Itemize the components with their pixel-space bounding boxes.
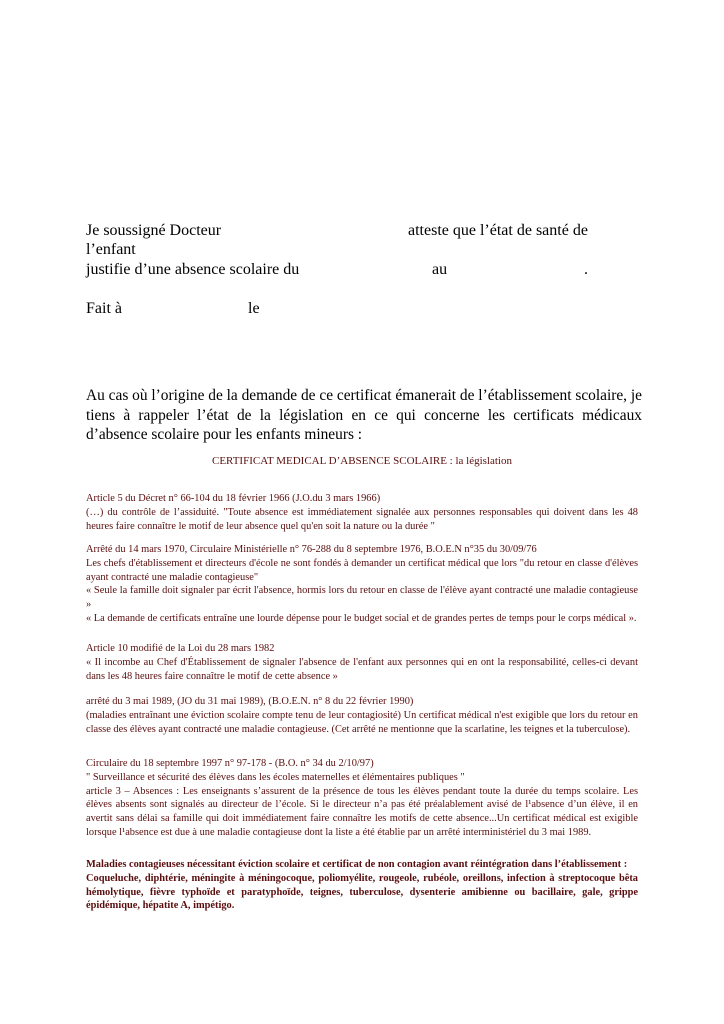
- diseases-heading: Maladies contagieuses nécessitant éviction scolaire et certificat de non contagion avant réintégration dans l’établissement :: [86, 859, 628, 870]
- article-text: « Il incombe au Chef d'Établissement de signaler l'absence de l'enfant aux personnes qui en ont la responsabilité, celles-ci devant dans les 48 heures faire connaître le motif de cette absence »: [86, 656, 638, 682]
- article-block: [86, 695, 638, 736]
- form-place-label: Fait à: [86, 300, 122, 317]
- form-absence-to-label: au: [432, 261, 448, 278]
- form-attest-label: atteste que l’état de santé de: [408, 222, 588, 239]
- article-text: « Seule la famille doit signaler par écrit l'absence, hormis lors du retour en classe de l'élève ayant contracté une maladie contagieuse »: [86, 585, 638, 611]
- article-text: « La demande de certificats entraîne une lourde dépense pour le budget social et de grandes pertes de temps pour le corps médical ».: [86, 612, 637, 624]
- section-title: CERTIFICAT MEDICAL D’ABSENCE SCOLAIRE : la législation: [211, 455, 512, 467]
- diseases-list: Coqueluche, diphtérie, méningite à méningocoque, poliomyélite, rougeole, rubéole, oreillons, infection à streptocoque bêta hémolytique, fièvre typhoïde et paratyphoïde, teignes, tuberculose, dysenterie amibienne ou bacillaire, gale, grippe épidémique, hépatite A, impétigo.: [86, 872, 638, 912]
- form-end-period: .: [584, 261, 588, 278]
- article-text: article 3 – Absences : Les enseignants s’assurent de la présence de tous les élèves pendant toute la durée du temps scolaire. Les élèves absents sont signalés au directeur de l’école. Si le directeur n’a pas été préalablement avisé de l¹absence d’un élève, il en avertit sans délai sa famille qui doit immédiatement faire connaître les motifs de cette absence...Un certificat médical est exigible lorsque l¹absence est due à une maladie contagieuse dont la liste a été établie par un arrêté interministériel du 3 mai 1989.: [86, 785, 638, 838]
- article-block: [86, 543, 638, 626]
- diseases-block: [86, 858, 638, 913]
- article-text: (…) du contrôle de l’assiduité. "Toute absence est immédiatement signalée aux personnes responsables qui doivent dans les 48 heures faire connaître le motif de leur absence quel qu'en soit la nature ou la durée ": [86, 506, 638, 532]
- article-heading: Article 10 modifié de la Loi du 28 mars 1982: [86, 643, 275, 654]
- article-text: " Surveillance et sécurité des élèves dans les écoles maternelles et élémentaires publiques ": [86, 771, 465, 783]
- article-text: (maladies entraînant une éviction scolaire compte tenu de leur contagiosité) Un certificat médical n'est exigible que lors du retour en classe des élèves ayant contracté une maladie contagieuse. (Cet arrêté ne mentionne que la scarlatine, les teignes et la tuberculose).: [86, 709, 638, 735]
- article-block: [86, 492, 638, 533]
- article-heading: Arrêté du 14 mars 1970, Circulaire Ministérielle n° 76-288 du 8 septembre 1976, B.O.E.N n°35 du 30/09/76: [86, 544, 537, 555]
- article-block: [86, 642, 638, 683]
- form-child-label: l’enfant: [86, 241, 136, 258]
- intro-paragraph: Au cas où l’origine de la demande de ce certificat émanerait de l’établissement scolaire, je tiens à rappeler l’état de la législation en ce qui concerne les certificats médicaux d’absence scolaire pour les enfants mineurs :: [86, 387, 642, 443]
- article-heading: arrêté du 3 mai 1989, (JO du 31 mai 1989), (B.O.E.N. n° 8 du 22 février 1990): [86, 696, 414, 707]
- form-doctor-label: Je soussigné Docteur: [86, 222, 222, 239]
- form-date-label: le: [248, 300, 260, 317]
- article-block: [86, 757, 638, 840]
- article-heading: Circulaire du 18 septembre 1997 n° 97-178 - (B.O. n° 34 du 2/10/97): [86, 758, 374, 769]
- article-heading: Article 5 du Décret n° 66-104 du 18 février 1966 (J.O.du 3 mars 1966): [86, 493, 381, 504]
- form-absence-from-label: justifie d’une absence scolaire du: [86, 261, 300, 278]
- article-text: Les chefs d'établissement et directeurs d'école ne sont fondés à demander un certificat médical que lors "du retour en classe d'élèves ayant contracté une maladie contagieuse": [86, 557, 638, 583]
